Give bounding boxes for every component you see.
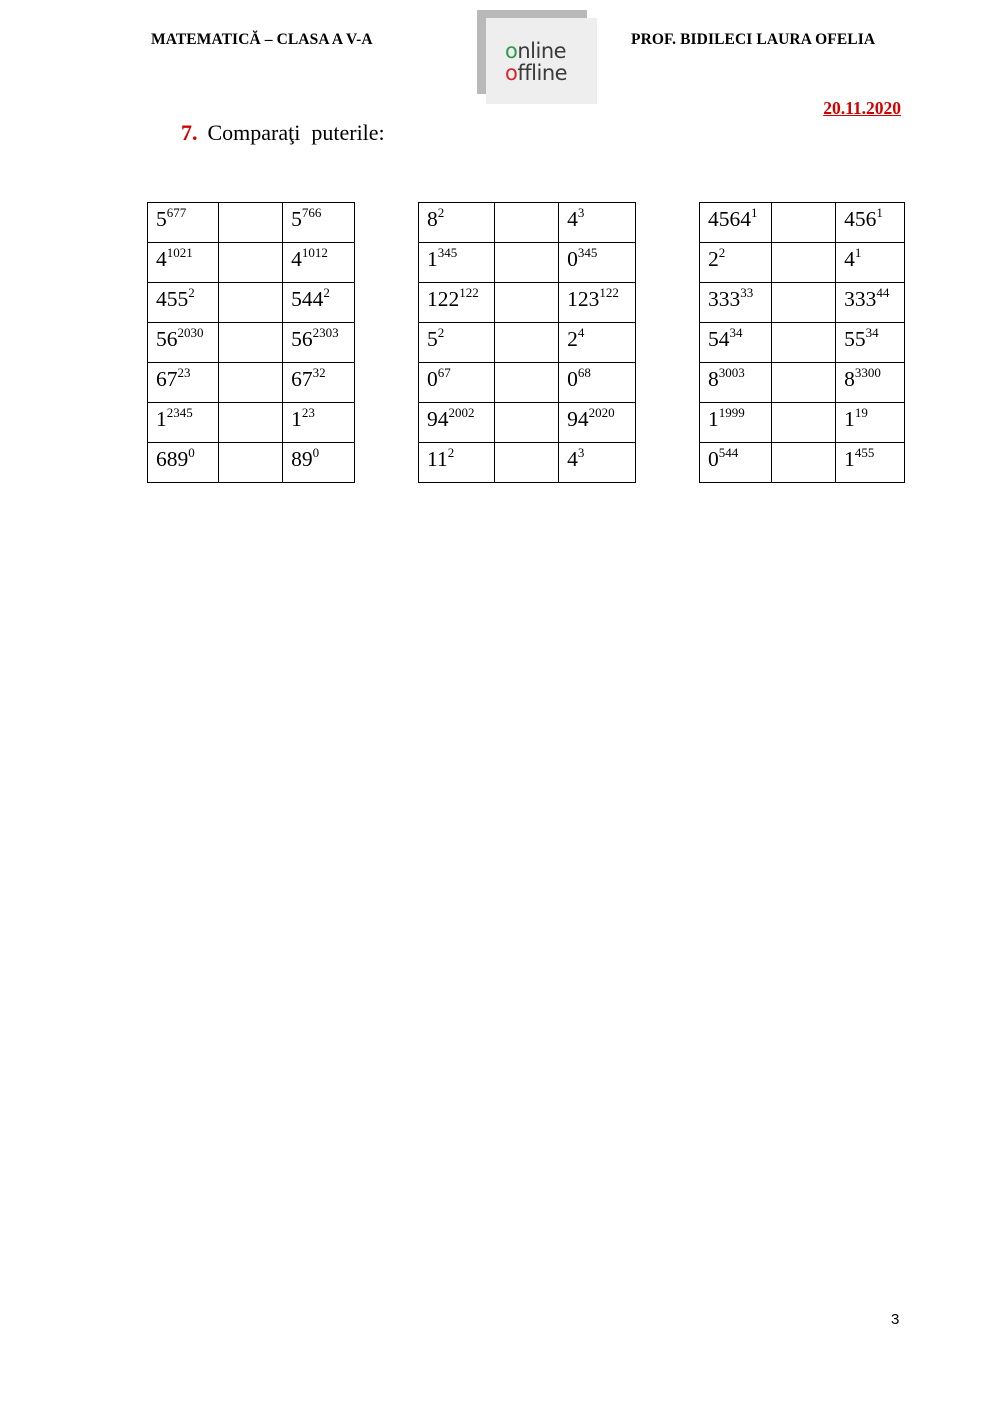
power-right — [283, 443, 355, 483]
power-base: 455 — [156, 287, 189, 311]
power-right — [559, 243, 636, 283]
power-exponent: 3300 — [854, 365, 881, 380]
power-base: 456 — [844, 207, 877, 231]
power-exponent: 1 — [751, 205, 758, 220]
power-left — [148, 283, 219, 323]
table-row — [700, 403, 905, 443]
table-row — [419, 323, 636, 363]
power-exponent: 544 — [718, 445, 739, 460]
table-row — [700, 323, 905, 363]
comparison-answer-cell[interactable] — [494, 403, 558, 443]
power-base: 2 — [567, 327, 578, 351]
power-exponent: 2 — [718, 245, 726, 260]
page-number: 3 — [891, 1311, 900, 1328]
power-base: 333 — [844, 287, 877, 311]
comparison-answer-cell[interactable] — [771, 283, 835, 323]
power-exponent: 3 — [577, 445, 585, 460]
logo-line-offline — [505, 62, 567, 84]
power-left — [419, 403, 495, 443]
power-base: 0 — [427, 367, 438, 391]
power-base: 56 — [156, 327, 178, 351]
comparison-answer-cell[interactable] — [494, 443, 558, 483]
power-base: 1 — [427, 247, 438, 271]
logo-accent-letter: o — [505, 61, 518, 85]
power-right — [283, 203, 355, 243]
powers-table-3 — [699, 202, 905, 483]
power-left — [148, 363, 219, 403]
power-base: 5 — [156, 207, 167, 231]
power-base: 0 — [708, 447, 719, 471]
power-exponent: 2303 — [312, 325, 339, 340]
power-exponent: 2020 — [588, 405, 615, 420]
power-exponent: 2 — [447, 445, 455, 460]
table-row — [700, 363, 905, 403]
table-row — [148, 323, 355, 363]
power-base: 2 — [708, 247, 719, 271]
exercise-heading — [181, 120, 385, 146]
power-exponent: 19 — [854, 405, 868, 420]
comparison-answer-cell[interactable] — [771, 323, 835, 363]
power-right — [559, 283, 636, 323]
power-exponent: 677 — [166, 205, 187, 220]
exercise-number: 7. — [181, 120, 198, 145]
power-left — [700, 443, 772, 483]
power-left — [148, 203, 219, 243]
power-right — [283, 403, 355, 443]
power-exponent: 345 — [437, 245, 458, 260]
logo-word-rest: nline — [517, 39, 567, 63]
power-exponent: 0 — [312, 445, 320, 460]
power-right — [559, 443, 636, 483]
comparison-answer-cell[interactable] — [771, 363, 835, 403]
comparison-answer-cell[interactable] — [218, 323, 282, 363]
power-right — [836, 203, 905, 243]
power-base: 54 — [708, 327, 730, 351]
comparison-answer-cell[interactable] — [771, 203, 835, 243]
power-base: 67 — [291, 367, 313, 391]
power-base: 333 — [708, 287, 741, 311]
power-base: 94 — [567, 407, 589, 431]
power-exponent: 1999 — [718, 405, 745, 420]
power-base: 55 — [844, 327, 866, 351]
power-right — [559, 203, 636, 243]
power-left — [148, 243, 219, 283]
powers-table-2 — [418, 202, 636, 483]
power-left — [700, 243, 772, 283]
power-base: 1 — [844, 407, 855, 431]
power-left — [419, 443, 495, 483]
power-right — [283, 243, 355, 283]
power-exponent: 23 — [177, 365, 191, 380]
power-exponent: 122 — [459, 285, 479, 300]
power-left — [148, 443, 219, 483]
power-exponent: 34 — [865, 325, 879, 340]
power-base: 123 — [567, 287, 600, 311]
table-row — [419, 363, 636, 403]
header-teacher: PROF. BIDILECI LAURA OFELIA — [631, 31, 876, 48]
table-row — [419, 283, 636, 323]
power-base: 8 — [708, 367, 719, 391]
power-right — [836, 443, 905, 483]
power-right — [559, 403, 636, 443]
comparison-answer-cell[interactable] — [218, 203, 282, 243]
power-exponent: 2 — [323, 285, 330, 300]
power-base: 1 — [844, 447, 855, 471]
power-left — [700, 363, 772, 403]
power-base: 67 — [156, 367, 178, 391]
power-exponent: 2345 — [166, 405, 193, 420]
comparison-answer-cell[interactable] — [494, 243, 558, 283]
comparison-answer-cell[interactable] — [494, 323, 558, 363]
power-exponent: 23 — [301, 405, 315, 420]
power-left — [148, 403, 219, 443]
power-base: 1 — [708, 407, 719, 431]
table-row — [148, 443, 355, 483]
comparison-answer-cell[interactable] — [218, 403, 282, 443]
power-base: 4 — [567, 447, 578, 471]
comparison-answer-cell[interactable] — [494, 363, 558, 403]
comparison-answer-cell[interactable] — [494, 203, 558, 243]
comparison-answer-cell[interactable] — [218, 363, 282, 403]
table-row — [148, 403, 355, 443]
power-exponent: 1021 — [166, 245, 193, 260]
logo-accent-letter: o — [505, 39, 518, 63]
power-base: 0 — [567, 367, 578, 391]
power-base: 94 — [427, 407, 449, 431]
power-exponent: 1012 — [301, 245, 328, 260]
power-base: 5 — [427, 327, 438, 351]
table-row — [419, 243, 636, 283]
power-left — [419, 363, 495, 403]
power-base: 56 — [291, 327, 313, 351]
power-base: 11 — [427, 447, 448, 471]
power-base: 8 — [427, 207, 438, 231]
power-left — [148, 323, 219, 363]
power-left — [700, 403, 772, 443]
power-left — [700, 203, 772, 243]
comparison-answer-cell[interactable] — [771, 443, 835, 483]
power-base: 544 — [291, 287, 324, 311]
table-row — [148, 203, 355, 243]
power-exponent: 2002 — [448, 405, 475, 420]
power-base: 122 — [427, 287, 460, 311]
power-base: 4 — [291, 247, 302, 271]
table-row — [419, 203, 636, 243]
power-exponent: 67 — [437, 365, 451, 380]
power-exponent: 33 — [740, 285, 754, 300]
power-left — [419, 203, 495, 243]
table-row — [700, 243, 905, 283]
comparison-answer-cell[interactable] — [218, 243, 282, 283]
power-exponent: 455 — [854, 445, 875, 460]
power-exponent: 3003 — [718, 365, 745, 380]
power-base: 89 — [291, 447, 313, 471]
power-left — [700, 283, 772, 323]
powers-table-1 — [147, 202, 355, 483]
power-right — [559, 363, 636, 403]
power-exponent: 34 — [729, 325, 743, 340]
power-base: 4 — [844, 247, 855, 271]
date-label: 20.11.2020 — [823, 98, 901, 118]
power-left — [419, 283, 495, 323]
power-base: 5 — [291, 207, 302, 231]
power-exponent: 122 — [599, 285, 619, 300]
table-row — [419, 443, 636, 483]
table-row — [700, 443, 905, 483]
logo-line-online — [505, 40, 566, 62]
power-left — [700, 323, 772, 363]
power-right — [559, 323, 636, 363]
power-exponent: 2 — [437, 205, 445, 220]
power-right — [283, 283, 355, 323]
power-exponent: 2030 — [177, 325, 204, 340]
power-right — [836, 363, 905, 403]
power-exponent: 4 — [577, 325, 585, 340]
comparison-answer-cell[interactable] — [771, 403, 835, 443]
comparison-answer-cell[interactable] — [218, 443, 282, 483]
table-row — [148, 363, 355, 403]
power-right — [283, 323, 355, 363]
power-right — [836, 403, 905, 443]
power-base: 0 — [567, 247, 578, 271]
power-left — [419, 243, 495, 283]
power-base: 689 — [156, 447, 189, 471]
power-base: 4564 — [708, 207, 751, 231]
power-exponent: 2 — [437, 325, 445, 340]
table-row — [148, 243, 355, 283]
table-row — [419, 403, 636, 443]
header-subject: MATEMATICĂ – CLASA A V-A — [151, 31, 373, 48]
power-exponent: 766 — [301, 205, 322, 220]
power-right — [283, 363, 355, 403]
power-base: 1 — [156, 407, 167, 431]
power-base: 8 — [844, 367, 855, 391]
comparison-answer-cell[interactable] — [218, 283, 282, 323]
power-exponent: 68 — [577, 365, 591, 380]
power-exponent: 1 — [876, 205, 883, 220]
power-base: 4 — [567, 207, 578, 231]
table-row — [700, 283, 905, 323]
power-exponent: 345 — [577, 245, 598, 260]
exercise-instruction: Comparaţi puterile: — [207, 120, 385, 145]
power-exponent: 2 — [188, 285, 195, 300]
comparison-answer-cell[interactable] — [771, 243, 835, 283]
table-row — [700, 203, 905, 243]
power-exponent: 44 — [876, 285, 890, 300]
power-base: 1 — [291, 407, 302, 431]
power-left — [419, 323, 495, 363]
power-exponent: 3 — [577, 205, 585, 220]
power-right — [836, 323, 905, 363]
power-exponent: 32 — [312, 365, 326, 380]
power-base: 4 — [156, 247, 167, 271]
power-right — [836, 283, 905, 323]
table-row — [148, 283, 355, 323]
comparison-answer-cell[interactable] — [494, 283, 558, 323]
power-exponent: 1 — [854, 245, 862, 260]
power-exponent: 0 — [188, 445, 195, 460]
logo-word-rest: ffline — [517, 61, 568, 85]
power-right — [836, 243, 905, 283]
online-offline-logo — [477, 10, 597, 104]
